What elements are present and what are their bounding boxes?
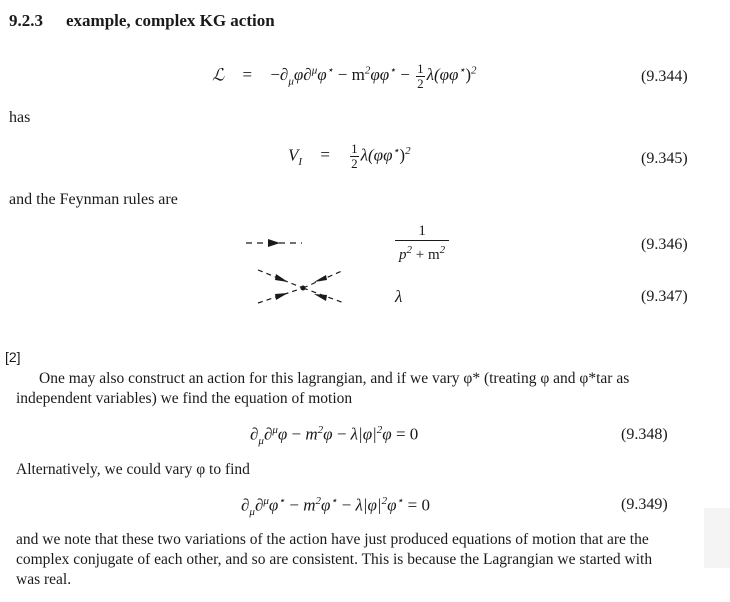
equation-9-346: $\frac{1}{p^2 + m^2}$	[393, 222, 451, 264]
equation-number-9-349: (9.349)	[621, 496, 668, 513]
vertex-arrow-icon	[314, 294, 327, 301]
section-number: 9.2.3	[9, 11, 43, 30]
lagrangian-symbol: ℒ	[212, 65, 225, 85]
reference-marker: [2]	[5, 349, 21, 365]
scrollbar-ghost	[704, 508, 730, 568]
vertex-arrow-icon	[275, 293, 288, 300]
equation-9-345: $V_I$ = $\frac{1}{2}$ $\lambda(\varphi\varphi^⋆)^2$	[288, 141, 411, 171]
paragraph-conclusion: and we note that these two variations of the action have just produced equations of motion that are the complex conjugate of each other, and so are consistent. This is because the Lagrangian we started with was real.	[16, 531, 653, 588]
text-has: has	[9, 109, 31, 126]
vertex-diagram	[256, 266, 348, 306]
propagator-arrow-icon	[268, 239, 280, 247]
propagator-diagram	[244, 236, 304, 250]
section-title: example, complex KG action	[66, 11, 275, 30]
vertex-arrow-icon	[314, 275, 327, 282]
equation-number-9-347: (9.347)	[641, 288, 688, 305]
section-heading	[9, 11, 275, 31]
vertex-arrow-icon	[275, 274, 288, 282]
equation-9-344	[212, 62, 477, 91]
equation-number-9-345: (9.345)	[641, 150, 688, 167]
paragraph-action: One may also construct an action for this lagrangian, and if we vary φ* (treating φ and φ*tar as independent variables) we find the equation of motion	[16, 370, 630, 407]
equation-number-9-344: (9.344)	[641, 68, 688, 85]
eq344-expression: $-\partial_\mu\varphi\partial^\mu\varphi^⋆ - m^2\varphi\varphi^⋆$ − $\frac{1}{2}$ $\lambda(\varphi\varphi^⋆)^2$	[270, 61, 477, 91]
equation-number-9-346: (9.346)	[641, 236, 688, 253]
equation-9-349: $\partial_\mu\partial^\mu\varphi^⋆ - m^2\varphi^⋆ - \lambda|\varphi|^2\varphi^⋆ = 0$	[241, 495, 430, 519]
equation-9-347: λ	[395, 287, 403, 306]
equation-9-348: $\partial_\mu\partial^\mu\varphi - m^2\varphi - \lambda|\varphi|^2\varphi = 0$	[250, 424, 419, 448]
text-alternatively: Alternatively, we could vary φ to find	[16, 461, 250, 478]
equation-number-9-348: (9.348)	[621, 426, 668, 443]
potential-symbol: V	[288, 145, 299, 165]
text-feynman-rules: and the Feynman rules are	[9, 191, 178, 208]
equals-sign: =	[242, 65, 253, 85]
vertex-point	[301, 286, 306, 291]
